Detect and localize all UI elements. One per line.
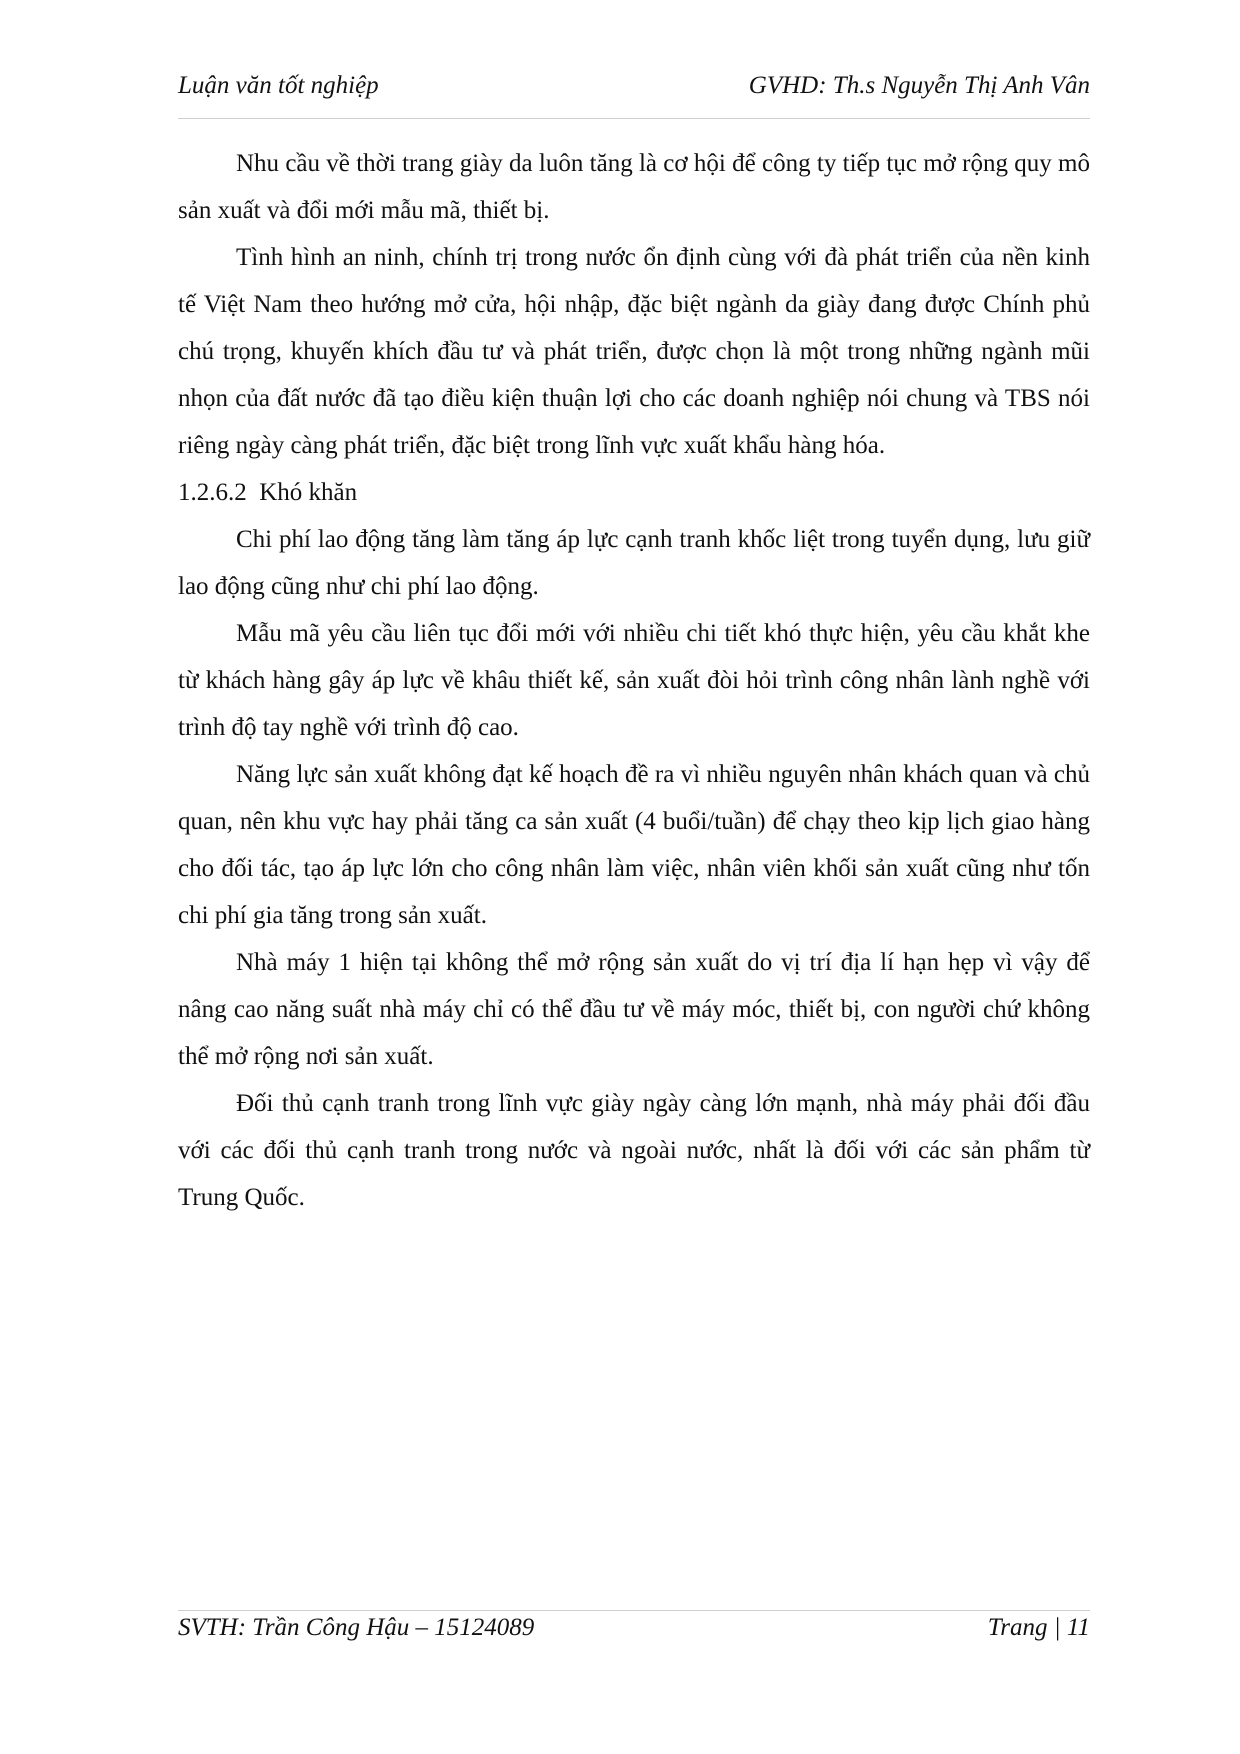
- header-document-type: Luận văn tốt nghiệp: [178, 72, 379, 99]
- body-paragraph: Chi phí lao động tăng làm tăng áp lực cạnh tranh khốc liệt trong tuyển dụng, lưu giữ lao động cũng như chi phí lao động.: [178, 526, 1090, 600]
- body-paragraph: Tình hình an ninh, chính trị trong nước ổn định cùng với đà phát triển của nền kinh tế Việt Nam theo hướng mở cửa, hội nhập, đặc biệt ngành da giày đang được Chính phủ chú trọng, khuyến khích đầu tư và phát triển, được chọn là một trong những ngành mũi nhọn của đất nước đã tạo điều kiện thuận lợi cho các doanh nghiệp nói chung và TBS nói riêng ngày càng phát triển, đặc biệt trong lĩnh vực xuất khẩu hàng hóa.: [178, 244, 1090, 459]
- header-divider: [178, 118, 1090, 119]
- header-supervisor: GVHD: Th.s Nguyễn Thị Anh Vân: [748, 72, 1090, 99]
- body-paragraph: Mẫu mã yêu cầu liên tục đổi mới với nhiều chi tiết khó thực hiện, yêu cầu khắt khe từ khách hàng gây áp lực về khâu thiết kế, sản xuất đòi hỏi trình công nhân lành nghề với trình độ tay nghề với trình độ cao.: [178, 620, 1090, 741]
- body-paragraph: Năng lực sản xuất không đạt kế hoạch đề ra vì nhiều nguyên nhân khách quan và chủ quan, nên khu vực hay phải tăng ca sản xuất (4 buổi/tuần) để chạy theo kịp lịch giao hàng cho đối tác, tạo áp lực lớn cho công nhân làm việc, nhân viên khối sản xuất cũng như tốn chi phí gia tăng trong sản xuất.: [178, 761, 1090, 929]
- footer-divider: [178, 1610, 1090, 1611]
- section-heading: 1.2.6.2 Khó khăn: [178, 479, 358, 506]
- footer-author: SVTH: Trần Công Hậu – 15124089: [178, 1614, 535, 1641]
- page-header: [178, 72, 1090, 112]
- footer-page-number: Trang | 11: [987, 1614, 1090, 1641]
- page-footer: [178, 1614, 1090, 1654]
- body-paragraph: Nhà máy 1 hiện tại không thể mở rộng sản xuất do vị trí địa lí hạn hẹp vì vậy để nâng cao năng suất nhà máy chỉ có thể đầu tư về máy móc, thiết bị, con người chứ không thể mở rộng nơi sản xuất.: [178, 949, 1090, 1070]
- page-body: [178, 140, 1090, 1221]
- body-paragraph: Đối thủ cạnh tranh trong lĩnh vực giày ngày càng lớn mạnh, nhà máy phải đối đầu với các đối thủ cạnh tranh trong nước và ngoài nước, nhất là đối với các sản phẩm từ Trung Quốc.: [178, 1090, 1090, 1211]
- body-paragraph: Nhu cầu về thời trang giày da luôn tăng là cơ hội để công ty tiếp tục mở rộng quy mô sản xuất và đổi mới mẫu mã, thiết bị.: [178, 150, 1090, 224]
